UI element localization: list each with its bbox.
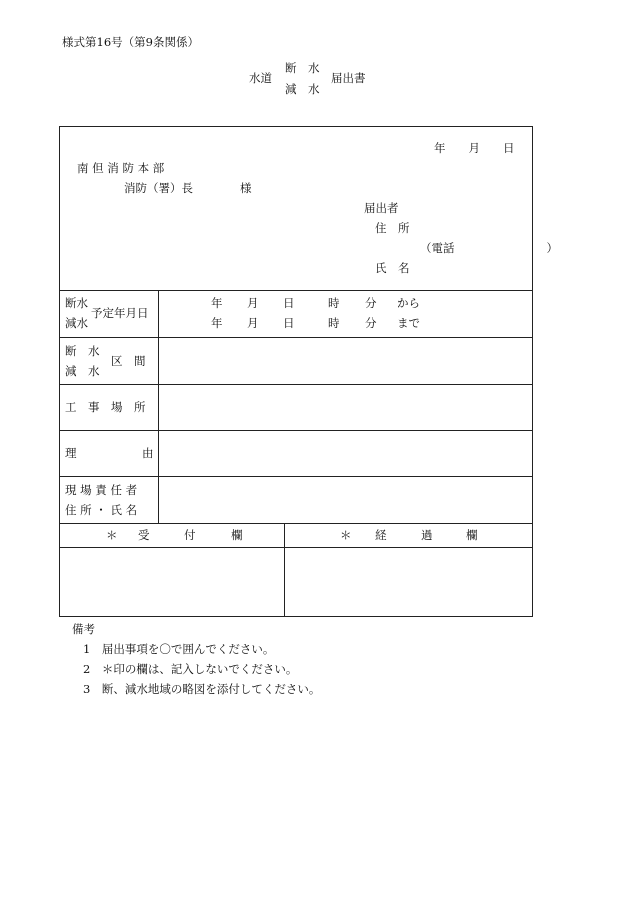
line2-minute: 分 <box>365 316 377 330</box>
title-prefix: 水道 <box>249 71 272 85</box>
title-suffix: 届出書 <box>331 71 366 85</box>
note-item: 1 届出事項を〇で囲んでください。 <box>83 642 275 656</box>
progress-char-3: 欄 <box>466 528 478 542</box>
line2-until: まで <box>397 316 420 330</box>
divider-reason <box>59 476 533 477</box>
reception-char-3: 欄 <box>231 528 243 542</box>
progress-char-2: 過 <box>421 528 433 542</box>
divider-schedule <box>59 337 533 338</box>
label-column-divider <box>158 290 159 523</box>
line1-minute: 分 <box>365 296 377 310</box>
divider-manager <box>59 523 533 524</box>
divider-site <box>59 430 533 431</box>
honorific: 様 <box>240 181 252 195</box>
reception-char-1: 受 <box>138 528 150 542</box>
addressee-org: 南 但 消 防 本 部 <box>77 161 165 175</box>
divider-header <box>59 290 533 291</box>
progress-char-1: 経 <box>375 528 387 542</box>
schedule-label-bottom: 減水 <box>65 316 88 330</box>
section-label-bottom: 減 水 <box>65 364 100 378</box>
reason-label-right: 由 <box>142 446 154 460</box>
line2-hour: 時 <box>328 316 340 330</box>
name-label: 氏 名 <box>375 261 410 275</box>
divider-section <box>59 384 533 385</box>
reception-asterisk: ＊ <box>106 528 118 542</box>
line2-month: 月 <box>247 316 259 330</box>
progress-asterisk: ＊ <box>340 528 352 542</box>
site-label: 工 事 場 所 <box>65 400 146 414</box>
addressee-title: 消防（署）長 <box>124 181 193 195</box>
section-label-top: 断 水 <box>65 344 100 358</box>
title-top: 断 水 <box>285 61 320 75</box>
form-number: 様式第16号（第9条関係） <box>62 35 199 49</box>
date-field: 年 月 日 <box>434 141 515 155</box>
section-label-right: 区 間 <box>111 354 146 368</box>
note-item: 3 断、減水地域の略図を添付してください。 <box>83 682 321 696</box>
applicant-label: 届出者 <box>364 201 399 215</box>
line1-year: 年 <box>211 296 223 310</box>
line2-day: 日 <box>283 316 295 330</box>
line1-month: 月 <box>247 296 259 310</box>
phone-label: （電話 ） <box>420 241 558 255</box>
divider-bottom-header <box>59 547 533 548</box>
address-label: 住 所 <box>375 221 410 235</box>
line2-year: 年 <box>211 316 223 330</box>
schedule-label-right: 予定年月日 <box>91 306 149 320</box>
notes-title: 備考 <box>72 622 95 636</box>
reason-label-left: 理 <box>65 446 77 460</box>
title-bottom: 減 水 <box>285 82 320 96</box>
line1-day: 日 <box>283 296 295 310</box>
manager-label-line2: 住 所 ・ 氏 名 <box>65 503 138 517</box>
schedule-label-top: 断水 <box>65 296 88 310</box>
line1-hour: 時 <box>328 296 340 310</box>
line1-from: から <box>397 296 420 310</box>
bottom-column-divider <box>284 523 285 617</box>
note-item: 2 ＊印の欄は、記入しないでください。 <box>83 662 298 676</box>
reception-char-2: 付 <box>184 528 196 542</box>
manager-label-line1: 現 場 責 任 者 <box>65 483 138 497</box>
form-table <box>59 126 533 617</box>
